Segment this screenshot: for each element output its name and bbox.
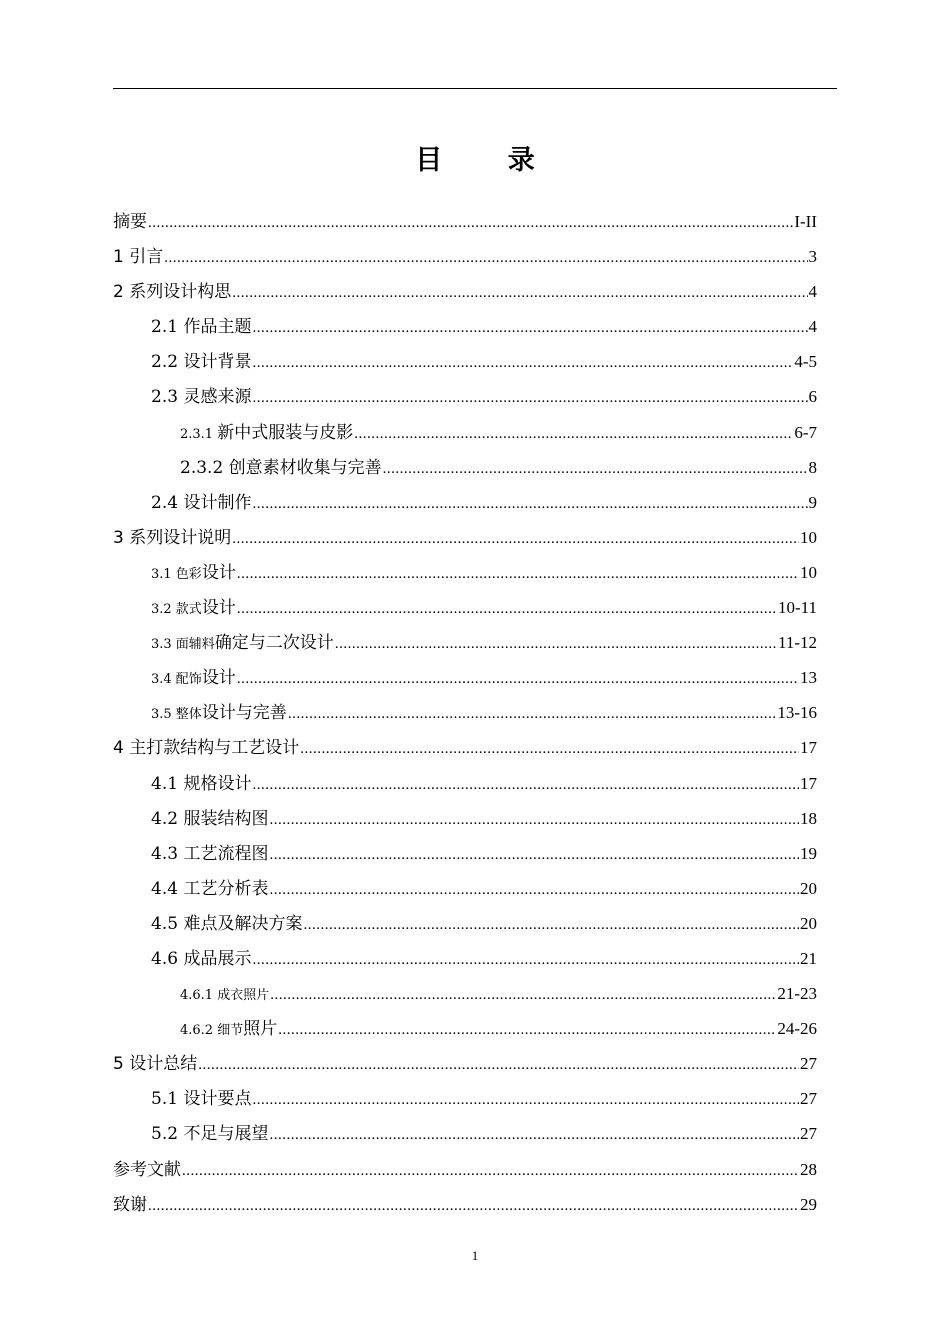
toc-entry-page: 13-16: [777, 703, 817, 723]
toc-dot-leader: [335, 627, 777, 662]
toc-entry[interactable]: [113, 1081, 817, 1116]
toc-entry[interactable]: [113, 801, 817, 836]
toc-entry-label: [180, 1012, 277, 1048]
toc-entry-page: 17: [800, 738, 817, 758]
toc-entry-label: 5 设计总结: [113, 1054, 198, 1075]
toc-entry-page: 4: [808, 282, 817, 302]
toc-entry-page: 10: [800, 562, 817, 582]
toc-entry-label: 2.3 灵感来源: [151, 387, 252, 408]
toc-entry[interactable]: [113, 344, 817, 379]
toc-dot-leader: [164, 241, 807, 276]
toc-entry-label: 1 引言: [113, 247, 164, 268]
toc-entry-label-text: 新中式服装与皮影: [217, 422, 354, 443]
toc-entry-label-prefix: 4.6.2 细节: [180, 1023, 244, 1039]
toc-entry[interactable]: [113, 520, 817, 555]
toc-dot-leader: [252, 943, 799, 978]
toc-dot-leader: [252, 768, 799, 803]
toc-entry[interactable]: [113, 836, 817, 871]
table-of-contents: [113, 204, 817, 1222]
toc-dot-leader: [232, 276, 807, 311]
toc-dot-leader: [300, 732, 799, 767]
toc-dot-leader: [303, 908, 799, 943]
toc-entry-page: 9: [808, 492, 817, 512]
toc-entry-page: 21: [800, 948, 817, 968]
page-number: 1: [471, 1248, 479, 1263]
toc-entry-label: 3 系列设计说明: [113, 527, 232, 548]
toc-entry[interactable]: [113, 730, 817, 765]
toc-dot-leader: [288, 697, 777, 732]
toc-entry-label: 4.4 工艺分析表: [151, 878, 269, 899]
toc-entry-label-prefix: 3.3 面辅料: [151, 637, 215, 653]
toc-entry-page: 18: [800, 808, 817, 828]
toc-dot-leader: [182, 1154, 799, 1189]
toc-entry[interactable]: [113, 590, 817, 625]
toc-entry-page: 4-5: [794, 352, 817, 372]
toc-entry-page: 10: [800, 527, 817, 547]
toc-entry-page: 27: [800, 1089, 817, 1109]
toc-entry-label-text: 设计: [201, 598, 236, 619]
toc-entry-label: 4.2 服装结构图: [151, 808, 269, 829]
toc-entry-label: 2.2 设计背景: [151, 352, 252, 373]
toc-entry-label-prefix: 2.3.1: [180, 426, 218, 442]
toc-entry[interactable]: [113, 415, 817, 450]
toc-entry-label: 4.3 工艺流程图: [151, 843, 269, 864]
toc-entry[interactable]: [113, 1187, 817, 1222]
toc-entry[interactable]: [113, 871, 817, 906]
header-rule: [113, 88, 837, 89]
toc-entry[interactable]: [113, 1116, 817, 1151]
toc-entry[interactable]: [113, 1046, 817, 1081]
toc-entry[interactable]: [113, 941, 817, 976]
toc-dot-leader: [237, 662, 799, 697]
toc-dot-leader: [237, 557, 799, 592]
toc-entry-label: 4.1 规格设计: [151, 773, 252, 794]
toc-entry[interactable]: [113, 625, 817, 660]
toc-entry[interactable]: [113, 1152, 817, 1187]
toc-dot-leader: [269, 1118, 799, 1153]
toc-entry-label-text: 设计: [201, 668, 236, 689]
toc-dot-leader: [148, 206, 793, 241]
toc-entry[interactable]: [113, 555, 817, 590]
toc-dot-leader: [252, 311, 807, 346]
toc-entry[interactable]: [113, 695, 817, 730]
toc-entry-label: [180, 977, 269, 1013]
toc-entry-page: 20: [800, 913, 817, 933]
toc-dot-leader: [237, 592, 777, 627]
toc-entry-label-prefix: 3.2 款式: [151, 602, 202, 618]
toc-entry-page: 21-23: [777, 984, 817, 1004]
toc-entry-label: 5.1 设计要点: [151, 1089, 252, 1110]
toc-entry-label: 2.3.2 创意素材收集与完善: [180, 457, 382, 478]
toc-entry-label: 2.4 设计制作: [151, 492, 252, 513]
toc-entry-label: 4 主打款结构与工艺设计: [113, 738, 300, 759]
toc-dot-leader: [232, 522, 799, 557]
toc-entry[interactable]: [113, 906, 817, 941]
toc-entry-label: 参考文献: [113, 1159, 181, 1180]
toc-entry-label-prefix: 3.1 色彩: [151, 566, 202, 582]
toc-entry-page: I-II: [794, 212, 817, 231]
toc-entry[interactable]: [113, 1011, 817, 1046]
toc-entry-label: 2 系列设计构思: [113, 282, 232, 303]
toc-entry-page: 3: [808, 247, 817, 267]
toc-entry-page: 11-12: [777, 633, 817, 653]
toc-entry[interactable]: [113, 204, 817, 239]
toc-entry-page: 6: [808, 387, 817, 407]
toc-entry-label: [151, 556, 236, 592]
toc-entry-label: [151, 696, 287, 732]
toc-entry-label: 4.5 难点及解决方案: [151, 913, 303, 934]
toc-dot-leader: [270, 978, 776, 1013]
toc-entry-label: 5.2 不足与展望: [151, 1124, 269, 1145]
page-title: 目 录: [415, 145, 563, 176]
toc-entry-label: 2.1 作品主题: [151, 317, 252, 338]
toc-entry-label: [180, 416, 353, 452]
toc-entry-label-text: 照片: [243, 1019, 278, 1040]
toc-dot-leader: [269, 803, 799, 838]
toc-entry-page: 13: [800, 668, 817, 688]
toc-entry-label-text: 设计: [201, 562, 236, 583]
toc-entry[interactable]: [113, 485, 817, 520]
toc-entry-label: 摘要: [113, 212, 147, 232]
toc-entry-page: 27: [800, 1054, 817, 1074]
toc-entry-label-text: 确定与二次设计: [214, 633, 334, 654]
toc-entry[interactable]: [113, 379, 817, 414]
toc-entry-page: 28: [800, 1159, 817, 1179]
toc-entry-label: [151, 591, 236, 627]
toc-dot-leader: [354, 417, 793, 452]
toc-entry[interactable]: [113, 274, 817, 309]
toc-entry-page: 17: [800, 773, 817, 793]
toc-entry[interactable]: [113, 660, 817, 695]
toc-dot-leader: [252, 346, 793, 381]
toc-entry-label-prefix: 3.4 配饰: [151, 672, 202, 688]
toc-dot-leader: [198, 1048, 799, 1083]
toc-entry[interactable]: [113, 976, 817, 1011]
toc-entry[interactable]: [113, 239, 817, 274]
toc-dot-leader: [252, 1083, 799, 1118]
toc-entry-label-text: 设计与完善: [201, 703, 287, 724]
toc-entry[interactable]: [113, 766, 817, 801]
toc-entry-page: 20: [800, 878, 817, 898]
toc-dot-leader: [278, 1013, 776, 1048]
toc-entry-label: [151, 661, 236, 697]
toc-entry-label: [151, 626, 334, 662]
toc-entry-label: 4.6 成品展示: [151, 948, 252, 969]
toc-entry-label: 致谢: [113, 1194, 147, 1215]
toc-entry-page: 29: [800, 1194, 817, 1214]
toc-dot-leader: [252, 487, 807, 522]
toc-dot-leader: [383, 452, 808, 487]
toc-dot-leader: [252, 381, 807, 416]
toc-entry-page: 27: [800, 1124, 817, 1144]
toc-entry-page: 4: [808, 317, 817, 337]
toc-entry-page: 8: [808, 457, 817, 477]
toc-entry-page: 10-11: [777, 598, 817, 618]
toc-entry-page: 6-7: [794, 422, 817, 442]
toc-entry-label-prefix: 4.6.1 成衣照片: [180, 988, 270, 1004]
toc-entry-label-prefix: 3.5 整体: [151, 707, 202, 723]
toc-entry[interactable]: [113, 450, 817, 485]
toc-dot-leader: [269, 838, 799, 873]
toc-dot-leader: [269, 873, 799, 908]
toc-entry-page: 19: [800, 843, 817, 863]
toc-entry-page: 24-26: [777, 1019, 817, 1039]
toc-entry[interactable]: [113, 309, 817, 344]
toc-dot-leader: [148, 1189, 799, 1224]
